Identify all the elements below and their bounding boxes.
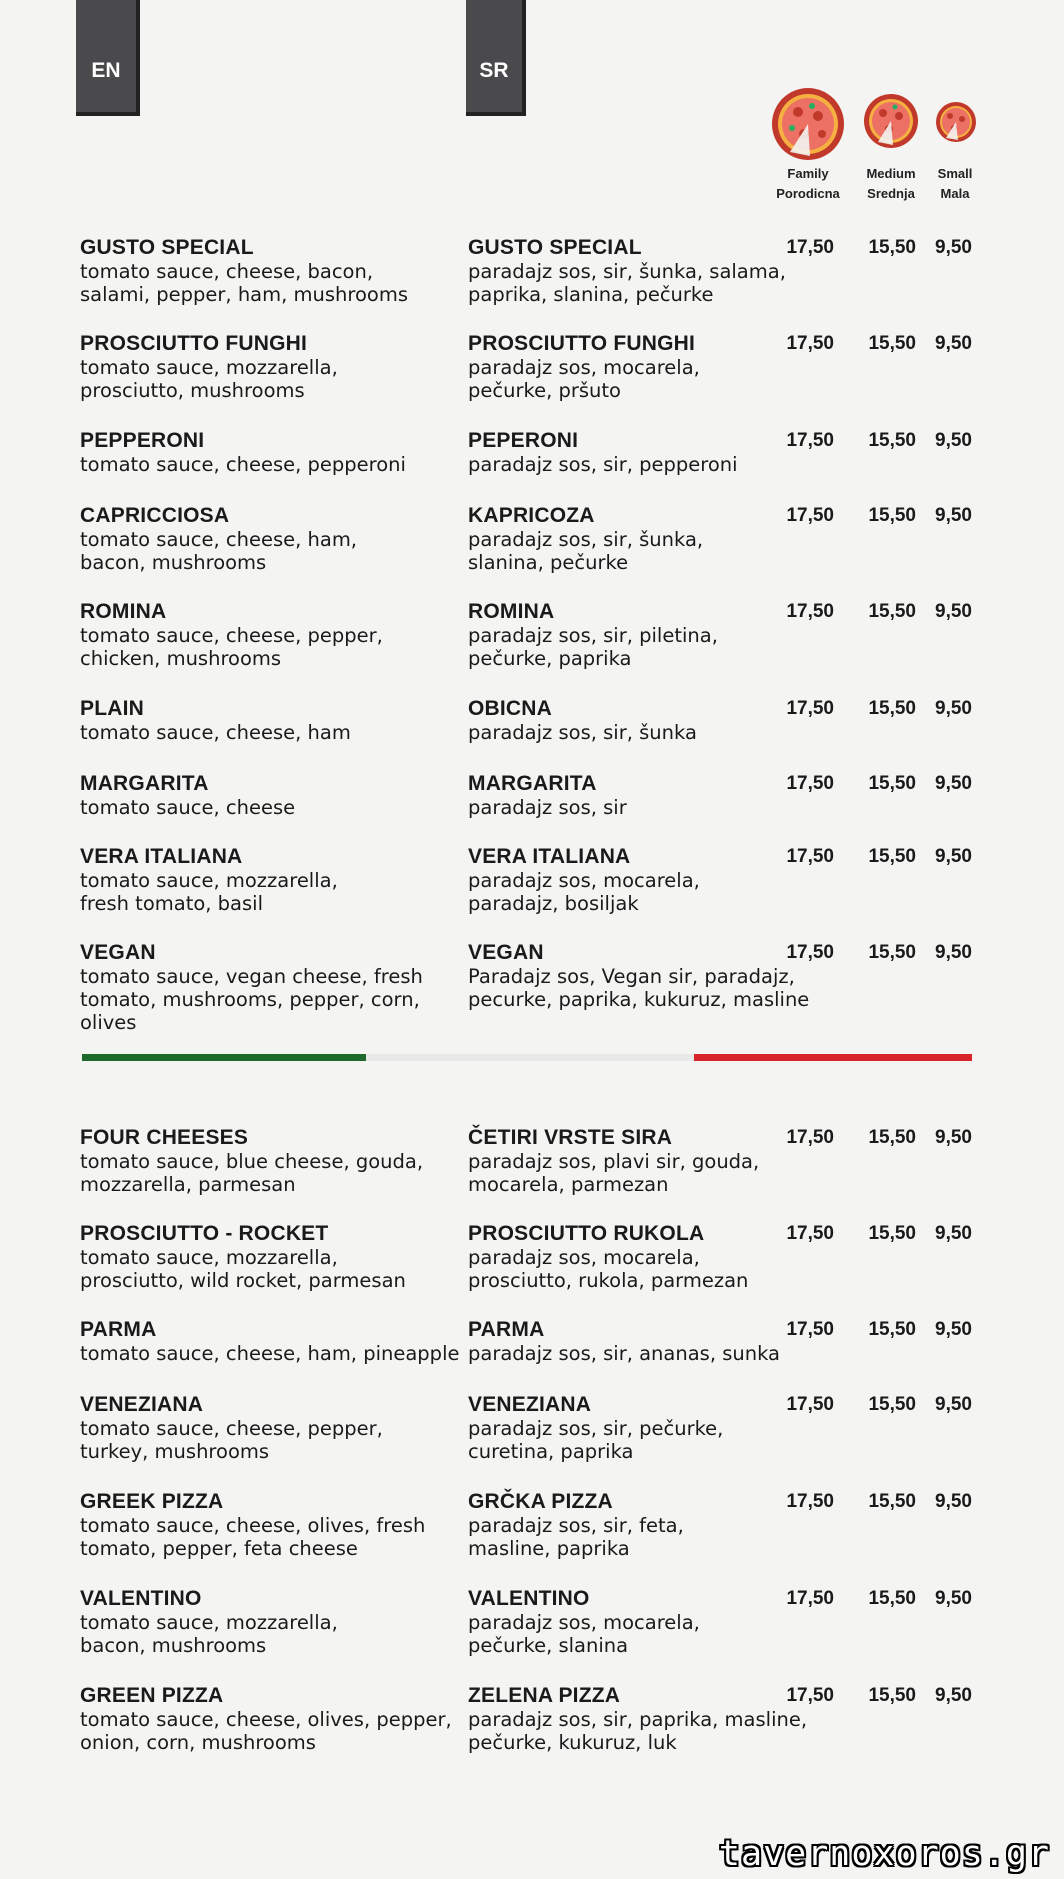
price-family: 17,50 [786,942,834,963]
size-medium-en: Medium [866,166,916,181]
price-small: 9,50 [935,1394,972,1415]
price-medium: 15,50 [868,1588,916,1609]
price-medium: 15,50 [868,601,916,622]
item-name-en: PEPPERONI [80,429,205,452]
price-small: 9,50 [935,333,972,354]
item-desc-en: tomato sauce, cheese, ham, pineapple [80,1342,460,1365]
price-family: 17,50 [786,1127,834,1148]
tab-sr-label: SR [479,59,509,82]
item-name-sr: ZELENA PIZZA [468,1684,621,1707]
item-name-en: CAPRICCIOSA [80,504,230,527]
item-name-sr: KAPRICOZA [468,504,595,527]
item-en [80,1318,470,1365]
item-desc-en: tomato sauce, cheese, pepper, turkey, mushrooms [80,1417,383,1463]
item-en [80,236,470,306]
tab-sr [466,0,526,116]
price-family: 17,50 [786,773,834,794]
item-name-en: PROSCIUTTO - ROCKET [80,1222,329,1245]
pizza-medium-icon [862,92,920,150]
price-family: 17,50 [786,1588,834,1609]
size-family-en: Family [787,166,829,181]
price-small: 9,50 [935,1223,972,1244]
item-desc-sr: paradajz sos, sir, piletina, pečurke, paprika [468,624,718,670]
price-small: 9,50 [935,601,972,622]
price-small: 9,50 [935,505,972,526]
item-en [80,1393,470,1463]
divider-red [694,1054,972,1061]
price-medium: 15,50 [868,773,916,794]
item-name-sr: ČETIRI VRSTE SIRA [468,1126,673,1149]
price-medium: 15,50 [868,1223,916,1244]
price-medium: 15,50 [868,1127,916,1148]
item-name-sr: PEPERONI [468,429,579,452]
item-desc-sr: paradajz sos, sir [468,796,627,819]
item-desc-en: tomato sauce, cheese, olives, pepper, onion, corn, mushrooms [80,1708,452,1754]
price-small: 9,50 [935,430,972,451]
price-small: 9,50 [935,942,972,963]
item-desc-en: tomato sauce, cheese, pepperoni [80,453,406,476]
item-name-sr: PROSCIUTTO FUNGHI [468,332,696,355]
item-en [80,1490,470,1560]
price-medium: 15,50 [868,942,916,963]
item-name-sr: VENEZIANA [468,1393,592,1416]
item-desc-en: tomato sauce, vegan cheese, fresh tomato, mushrooms, pepper, corn, olives [80,965,423,1034]
size-family-sr: Porodicna [776,186,840,201]
item-desc-sr: paradajz sos, sir, paprika, masline, pečurke, kukuruz, luk [468,1708,808,1754]
price-family: 17,50 [786,237,834,258]
item-name-en: VEGAN [80,941,156,964]
price-medium: 15,50 [868,698,916,719]
size-medium-header [858,164,924,204]
watermark: tavernoxoros.gr [718,1834,1050,1874]
item-name-sr: MARGARITA [468,772,597,795]
item-desc-sr: paradajz sos, mocarela, pečurke, slanina [468,1611,700,1657]
price-medium: 15,50 [868,846,916,867]
item-name-en: ROMINA [80,600,167,623]
item-desc-en: tomato sauce, cheese, olives, fresh tomato, pepper, feta cheese [80,1514,426,1560]
price-family: 17,50 [786,505,834,526]
divider-white [366,1054,694,1061]
price-medium: 15,50 [868,1394,916,1415]
price-family: 17,50 [786,1685,834,1706]
price-medium: 15,50 [868,1319,916,1340]
item-desc-sr: paradajz sos, mocarela, pečurke, pršuto [468,356,700,402]
tab-en [76,0,140,116]
item-name-en: PARMA [80,1318,157,1341]
item-en [80,845,470,915]
item-name-en: VALENTINO [80,1587,202,1610]
price-small: 9,50 [935,846,972,867]
item-name-en: GREEN PIZZA [80,1684,224,1707]
item-desc-sr: paradajz sos, plavi sir, gouda, mocarela, parmezan [468,1150,760,1196]
item-desc-en: tomato sauce, cheese, pepper, chicken, mushrooms [80,624,383,670]
price-small: 9,50 [935,237,972,258]
price-family: 17,50 [786,698,834,719]
item-en [80,332,470,402]
tab-en-label: EN [91,59,121,82]
item-desc-en: tomato sauce, blue cheese, gouda, mozzarella, parmesan [80,1150,424,1196]
price-medium: 15,50 [868,333,916,354]
item-en [80,600,470,670]
item-desc-sr: paradajz sos, mocarela, prosciutto, rukola, parmezan [468,1246,749,1292]
item-name-sr: PROSCIUTTO RUKOLA [468,1222,705,1245]
size-small-sr: Mala [940,186,970,201]
item-name-en: GREEK PIZZA [80,1490,224,1513]
item-name-sr: VEGAN [468,941,544,964]
price-family: 17,50 [786,1394,834,1415]
price-family: 17,50 [786,601,834,622]
price-small: 9,50 [935,698,972,719]
item-name-sr: GRČKA PIZZA [468,1490,613,1513]
item-name-sr: ROMINA [468,600,555,623]
item-desc-sr: paradajz sos, sir, ananas, sunka [468,1342,781,1365]
price-medium: 15,50 [868,237,916,258]
size-family-header [772,164,844,204]
price-family: 17,50 [786,1319,834,1340]
price-small: 9,50 [935,1319,972,1340]
price-small: 9,50 [935,773,972,794]
price-small: 9,50 [935,1491,972,1512]
price-family: 17,50 [786,1491,834,1512]
item-desc-en: tomato sauce, cheese, ham, bacon, mushrooms [80,528,358,574]
item-name-sr: VALENTINO [468,1587,590,1610]
item-desc-sr: paradajz sos, sir, pečurke, curetina, paprika [468,1417,724,1463]
item-desc-en: tomato sauce, mozzarella, prosciutto, mushrooms [80,356,338,402]
item-name-sr: PARMA [468,1318,545,1341]
price-medium: 15,50 [868,1685,916,1706]
price-family: 17,50 [786,333,834,354]
item-desc-en: tomato sauce, cheese, bacon, salami, pepper, ham, mushrooms [80,260,409,306]
item-name-en: VERA ITALIANA [80,845,243,868]
price-medium: 15,50 [868,430,916,451]
item-name-en: VENEZIANA [80,1393,204,1416]
pizza-small-icon [934,100,978,144]
item-en [80,1126,470,1196]
item-name-en: FOUR CHEESES [80,1126,249,1149]
pizza-family-icon [770,86,846,162]
item-desc-sr: paradajz sos, sir, šunka [468,721,697,744]
item-en [80,697,470,744]
size-medium-sr: Srednja [867,186,915,201]
item-desc-en: tomato sauce, cheese, ham [80,721,351,744]
item-en [80,941,470,1034]
item-name-en: PROSCIUTTO FUNGHI [80,332,308,355]
item-desc-en: tomato sauce, mozzarella, prosciutto, wild rocket, parmesan [80,1246,406,1292]
item-desc-sr: paradajz sos, mocarela, paradajz, bosiljak [468,869,700,915]
item-desc-en: tomato sauce, cheese [80,796,296,819]
item-en [80,429,470,476]
item-desc-sr: paradajz sos, sir, šunka, slanina, pečurke [468,528,704,574]
item-name-sr: VERA ITALIANA [468,845,631,868]
price-small: 9,50 [935,1588,972,1609]
item-name-en: MARGARITA [80,772,209,795]
item-en [80,1222,470,1292]
item-en [80,1587,470,1657]
price-small: 9,50 [935,1127,972,1148]
price-medium: 15,50 [868,1491,916,1512]
item-name-sr: GUSTO SPECIAL [468,236,642,259]
item-desc-sr: paradajz sos, sir, pepperoni [468,453,738,476]
size-small-en: Small [937,166,973,181]
item-desc-en: tomato sauce, mozzarella, fresh tomato, basil [80,869,338,915]
item-en [80,772,470,819]
price-family: 17,50 [786,430,834,451]
size-small-header [930,164,980,204]
divider-green [82,1054,366,1061]
item-desc-en: tomato sauce, mozzarella, bacon, mushrooms [80,1611,338,1657]
price-family: 17,50 [786,846,834,867]
price-family: 17,50 [786,1223,834,1244]
item-desc-sr: paradajz sos, sir, šunka, salama, paprika, slanina, pečurke [468,260,786,306]
price-medium: 15,50 [868,505,916,526]
item-desc-sr: paradajz sos, sir, feta, masline, paprika [468,1514,684,1560]
item-name-sr: OBICNA [468,697,553,720]
item-en [80,1684,470,1754]
item-name-en: PLAIN [80,697,144,720]
item-name-en: GUSTO SPECIAL [80,236,254,259]
item-desc-sr: Paradajz sos, Vegan sir, paradajz, pecurke, paprika, kukuruz, masline [468,965,810,1011]
price-small: 9,50 [935,1685,972,1706]
item-en [80,504,470,574]
